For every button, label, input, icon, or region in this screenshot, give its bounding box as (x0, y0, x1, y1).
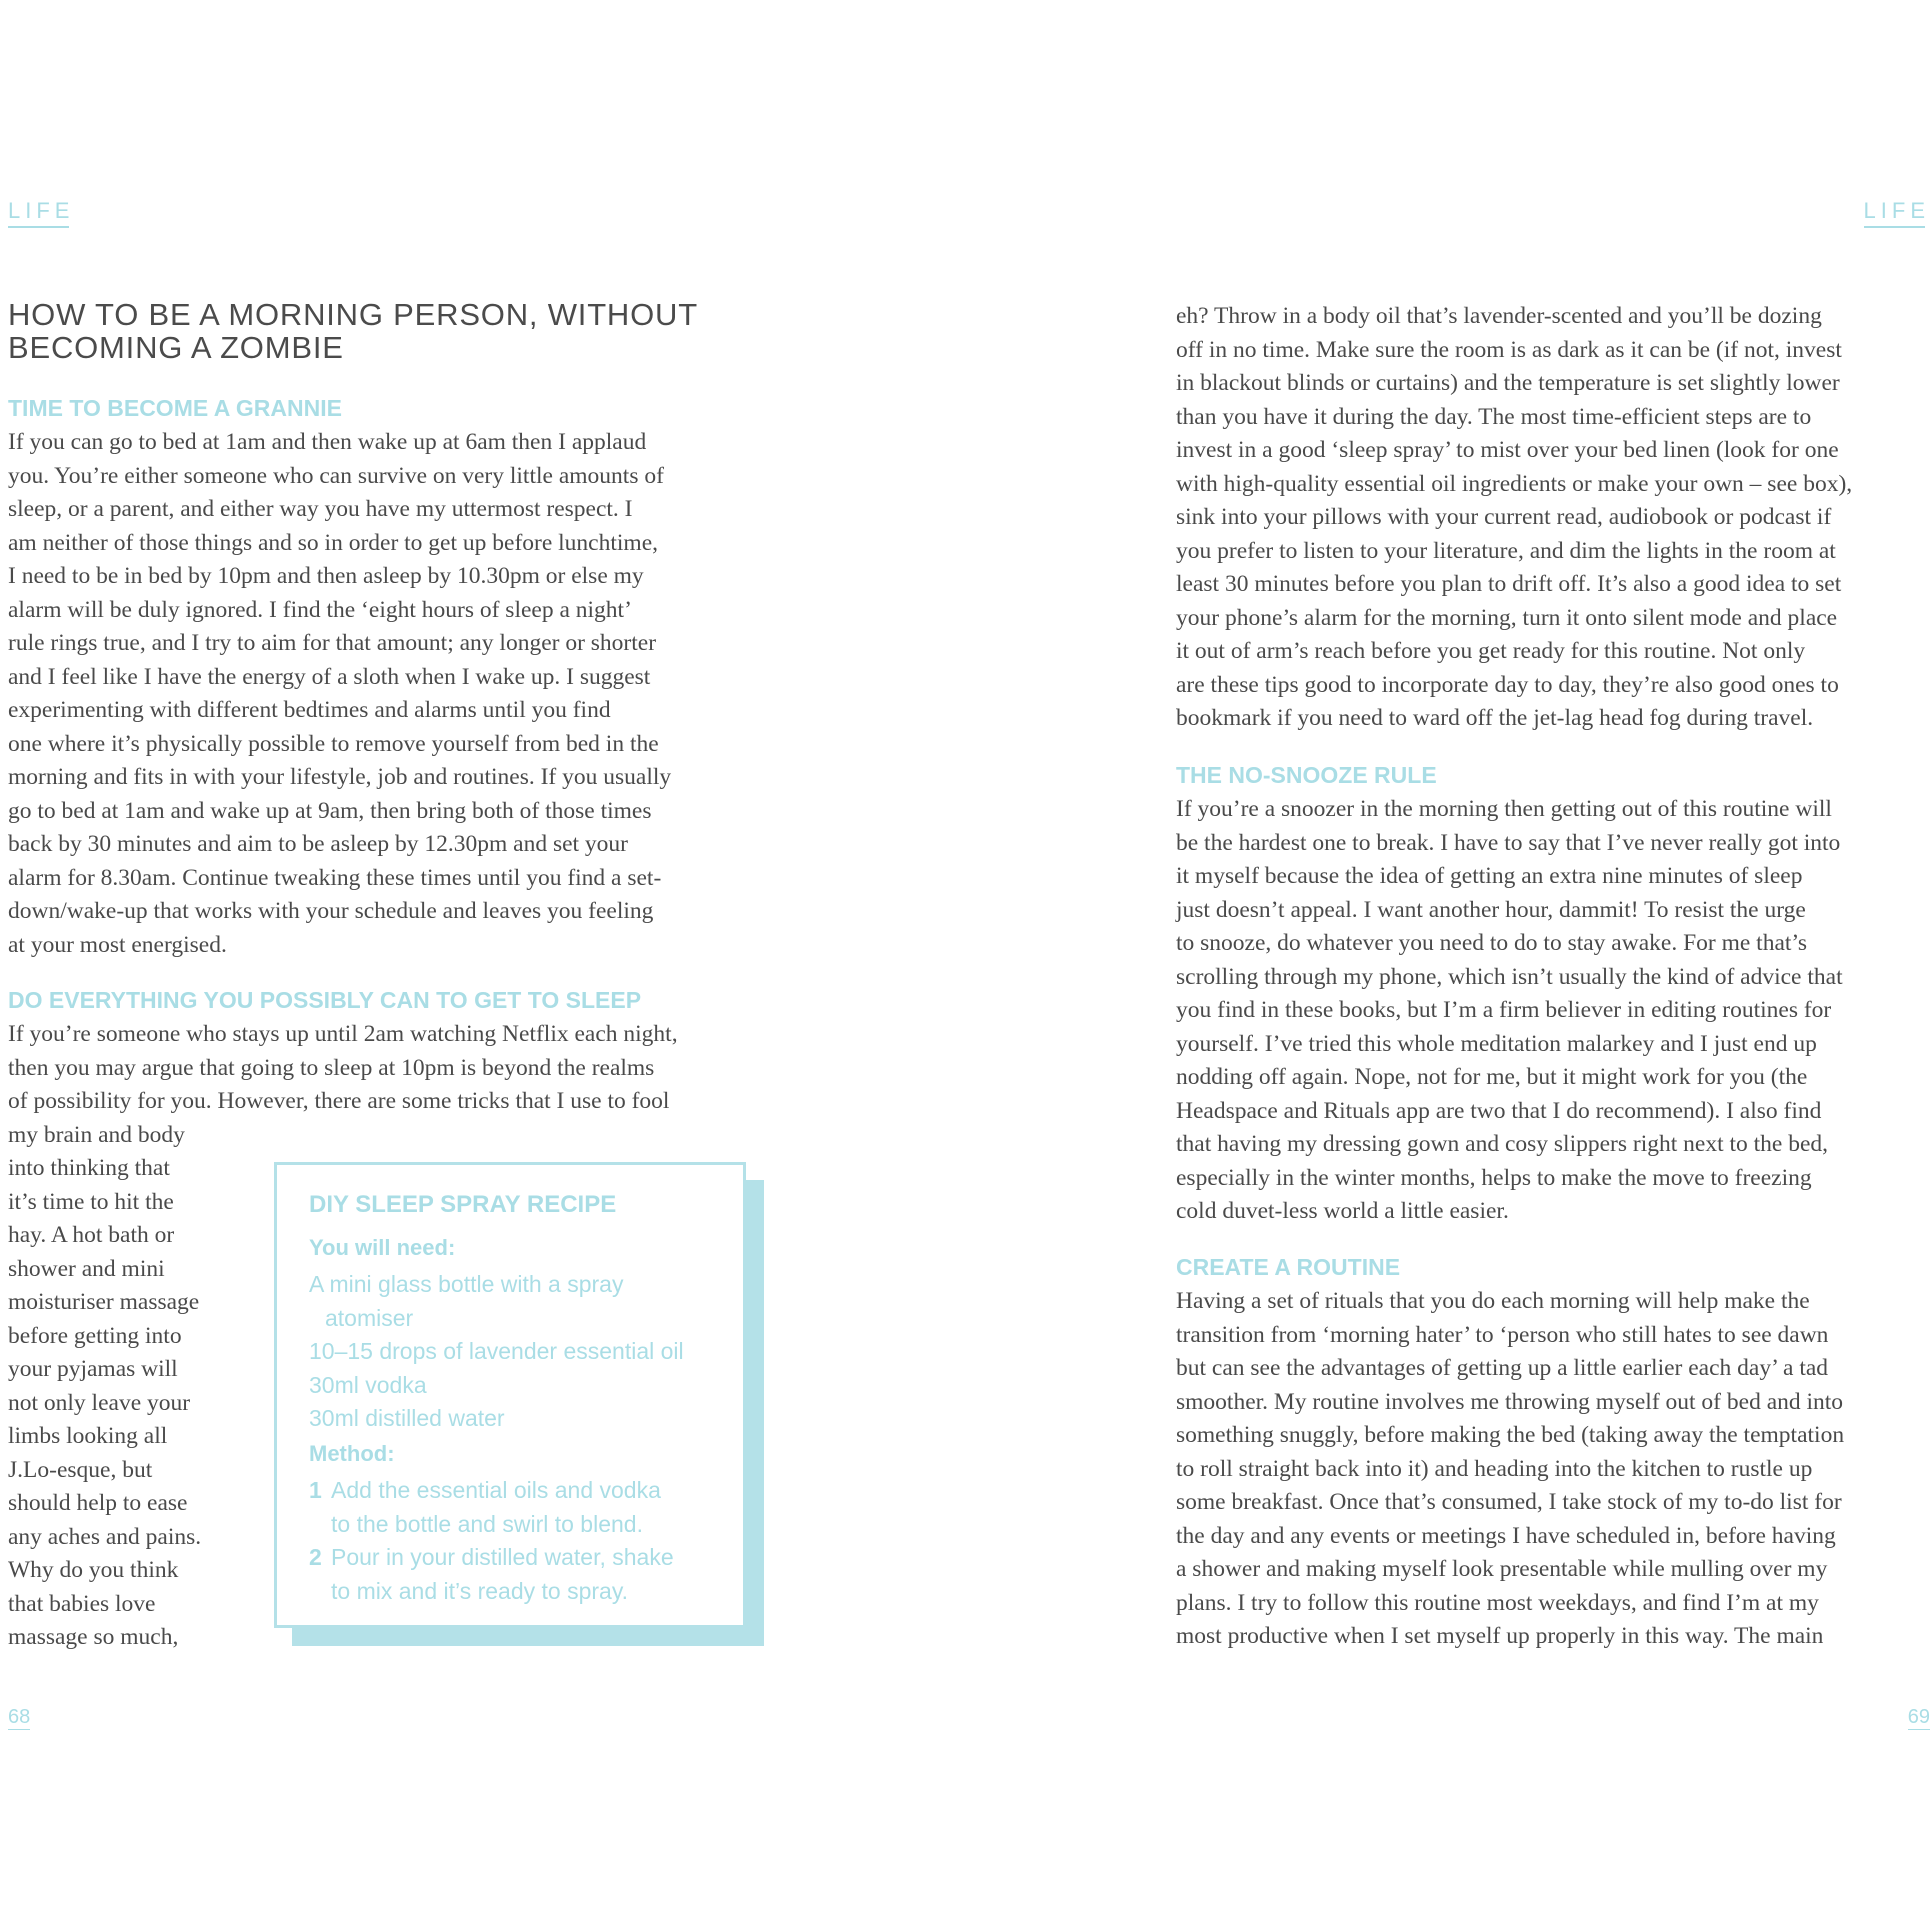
text-line: then you may argue that going to sleep at 10pm is beyond the realms (8, 1054, 655, 1081)
text-line: J.Lo-esque, but (8, 1456, 153, 1483)
section-heading-grannie: TIME TO BECOME A GRANNIE (8, 395, 342, 421)
text-line: to roll straight back into it) and heading into the kitchen to rustle up (1176, 1455, 1813, 1482)
text-line: at your most energised. (8, 931, 227, 958)
text-line: just doesn’t appeal. I want another hour, dammit! To resist the urge (1176, 896, 1806, 923)
text-line: cold duvet-less world a little easier. (1176, 1198, 1509, 1224)
text-line: smoother. My routine involves me throwing myself out of bed and into (1176, 1388, 1844, 1415)
text-line: am neither of those things and so in order to get up before lunchtime, (8, 529, 659, 556)
text-line: plans. I try to follow this routine most weekdays, and find I’m at my (1176, 1589, 1819, 1616)
text-line: that babies love (8, 1590, 156, 1617)
text-line: least 30 minutes before you plan to drift off. It’s also a good idea to set (1176, 571, 1842, 597)
text-line: sleep, or a parent, and either way you have my uttermost respect. I (8, 496, 633, 522)
text-line: experimenting with different bedtimes and alarms until you find (8, 697, 611, 723)
page-number-left: 68 (8, 1706, 31, 1728)
text-line: not only leave your (8, 1389, 191, 1416)
text-line: transition from ‘morning hater’ to ‘person who still hates to see dawn (1176, 1321, 1829, 1348)
text-line: eh? Throw in a body oil that’s lavender-scented and you’ll be dozing (1176, 303, 1822, 329)
text-line: If you’re someone who stays up until 2am watching Netflix each night, (8, 1021, 678, 1047)
text-line: If you’re a snoozer in the morning then getting out of this routine will (1176, 796, 1832, 822)
ingredient-item: A mini glass bottle with a spray (309, 1271, 624, 1297)
text-line: yourself. I’ve tried this whole meditation malarkey and I just end up (1176, 1030, 1817, 1057)
text-line: massage so much, (8, 1624, 179, 1650)
text-line: but can see the advantages of getting up a little earlier each day’ a tad (1176, 1355, 1829, 1381)
text-line: moisturiser massage (8, 1289, 200, 1315)
text-line: hay. A hot bath or (8, 1222, 175, 1248)
section-body-grannie (8, 426, 671, 962)
text-line: off in no time. Make sure the room is as dark as it can be (if not, invest (1176, 336, 1842, 363)
chapter-title (8, 298, 728, 364)
text-line: with high-quality essential oil ingredients or make your own – see box), (1176, 470, 1853, 497)
text-line: to snooze, do whatever you need to do to stay awake. For me that’s (1176, 930, 1808, 956)
text-line: alarm will be duly ignored. I find the ‘eight hours of sleep a night’ (8, 596, 632, 623)
text-line: of possibility for you. However, there are some tricks that I use to fool (8, 1088, 670, 1114)
text-line: most productive when I set myself up properly in this way. The main (1176, 1623, 1824, 1649)
chapter-title-line: BECOMING A ZOMBIE (8, 330, 344, 365)
step-number: 2 (309, 1544, 322, 1570)
text-line: bookmark if you need to ward off the jet-lag head fog during travel. (1176, 705, 1814, 731)
text-line: any aches and pains. (8, 1523, 202, 1550)
text-line: should help to ease (8, 1490, 188, 1516)
text-line: be the hardest one to break. I have to say that I’ve never really got into (1176, 829, 1841, 856)
page-number-right: 69 (1907, 1706, 1930, 1728)
step-text-line: Pour in your distilled water, shake (331, 1544, 674, 1570)
text-line: If you can go to bed at 1am and then wake up at 6am then I applaud (8, 429, 647, 455)
text-line: are these tips good to incorporate day to day, they’re also good ones to (1176, 671, 1839, 698)
text-line: my brain and body (8, 1121, 185, 1148)
text-line: especially in the winter months, helps to make the move to freezing (1176, 1164, 1812, 1191)
section-heading-sleep: DO EVERYTHING YOU POSSIBLY CAN TO GET TO SLEEP (8, 987, 642, 1013)
recipe-method-label: Method: (309, 1441, 395, 1466)
ingredient-list (309, 1268, 684, 1436)
text-line: something snuggly, before making the bed (taking away the temptation (1176, 1422, 1845, 1448)
section-heading-routine: CREATE A ROUTINE (1176, 1254, 1401, 1280)
text-line: you prefer to listen to your literature, and dim the lights in the room at (1176, 537, 1836, 564)
right-page (965, 0, 1930, 1930)
text-line: in blackout blinds or curtains) and the temperature is set slightly lower (1176, 370, 1840, 396)
section-heading-no-snooze: THE NO-SNOOZE RULE (1176, 762, 1437, 788)
text-line: limbs looking all (8, 1423, 168, 1449)
ingredient-item: 30ml distilled water (309, 1405, 505, 1431)
step-number: 1 (309, 1477, 322, 1503)
method-step (309, 1541, 674, 1608)
text-line: I need to be in bed by 10pm and then asleep by 10.30pm or else my (8, 563, 644, 589)
section-body-no-snooze (1176, 793, 1843, 1229)
text-line: rule rings true, and I try to aim for that amount; any longer or shorter (8, 630, 657, 656)
method-step (309, 1474, 674, 1541)
continued-body (1176, 300, 1852, 736)
text-line: one where it’s physically possible to remove yourself from bed in the (8, 730, 659, 757)
text-line: sink into your pillows with your current read, audiobook or podcast if (1176, 504, 1832, 530)
recipe-title: DIY SLEEP SPRAY RECIPE (309, 1191, 617, 1218)
text-line: Headspace and Rituals app are two that I do recommend). I also find (1176, 1097, 1822, 1124)
ingredient-item: 30ml vodka (309, 1371, 427, 1398)
text-line: down/wake-up that works with your schedule and leaves you feeling (8, 898, 654, 924)
ingredient-item: 10–15 drops of lavender essential oil (309, 1338, 684, 1364)
text-line: Why do you think (8, 1557, 179, 1583)
ingredient-item: atomiser (325, 1304, 414, 1331)
text-line: you find in these books, but I’m a firm believer in editing routines for (1176, 997, 1832, 1023)
method-list (309, 1474, 674, 1608)
text-line: your phone’s alarm for the morning, turn it onto silent mode and place (1176, 604, 1838, 631)
text-line: invest in a good ‘sleep spray’ to mist over your bed linen (look for one (1176, 437, 1839, 463)
text-line: that having my dressing gown and cosy slippers right next to the bed, (1176, 1131, 1829, 1157)
text-line: alarm for 8.30am. Continue tweaking these times until you find a set- (8, 864, 662, 891)
text-line: before getting into (8, 1322, 182, 1349)
section-body-routine (1176, 1285, 1844, 1654)
recipe-box (274, 1162, 746, 1628)
text-line: back by 30 minutes and aim to be asleep by 12.30pm and set your (8, 831, 629, 857)
text-line: some breakfast. Once that’s consumed, I take stock of my to-do list for (1176, 1489, 1842, 1515)
running-head-right: LIFE (1863, 198, 1930, 223)
step-text-line: to the bottle and swirl to blend. (331, 1510, 643, 1537)
text-line: it out of arm’s reach before you get ready for this routine. Not only (1176, 638, 1806, 664)
chapter-title-line: HOW TO BE A MORNING PERSON, WITHOUT (8, 297, 698, 332)
text-line: shower and mini (8, 1255, 165, 1282)
text-line: you. You’re either someone who can survive on very little amounts of (8, 462, 664, 489)
text-line: into thinking that (8, 1155, 170, 1181)
text-line: scrolling through my phone, which isn’t usually the kind of advice that (1176, 963, 1843, 990)
step-text-line: Add the essential oils and vodka (331, 1477, 661, 1503)
text-line: Having a set of rituals that you do each morning will help make the (1176, 1288, 1810, 1314)
text-line: it’s time to hit the (8, 1188, 174, 1215)
text-line: it myself because the idea of getting an extra nine minutes of sleep (1176, 863, 1803, 889)
text-line: a shower and making myself look presentable while mulling over my (1176, 1556, 1828, 1582)
text-line: than you have it during the day. The most time-efficient steps are to (1176, 403, 1812, 430)
text-line: morning and fits in with your lifestyle, job and routines. If you usually (8, 764, 672, 790)
running-head-left: LIFE (8, 198, 75, 223)
text-line: go to bed at 1am and wake up at 9am, then bring both of those times (8, 797, 652, 824)
text-line: your pyjamas will (8, 1356, 178, 1382)
recipe-needs-label: You will need: (309, 1235, 456, 1260)
text-line: the day and any events or meetings I have scheduled in, before having (1176, 1522, 1836, 1549)
text-line: nodding off again. Nope, not for me, but it might work for you (the (1176, 1064, 1808, 1090)
text-line: and I feel like I have the energy of a sloth when I wake up. I suggest (8, 663, 651, 690)
step-text-line: to mix and it’s ready to spray. (331, 1577, 629, 1604)
